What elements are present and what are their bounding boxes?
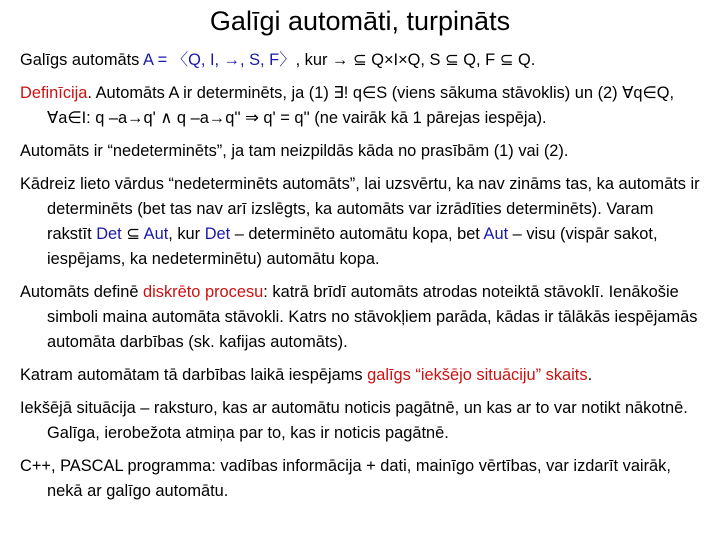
text: : katrā brīdī automāts atrodas noteiktā stāvoklī. Ienākošie simboli maina automāta stāvokli. Katrs no stāvokļiem parāda, kādas ir tālākās iespējamās automāta darbības (sk. kafijas automāts). — [47, 283, 698, 351]
discrete-process-term: diskrēto procesu — [143, 283, 264, 301]
text: Kādreiz lieto vārdus “nedeterminēts automāts”, lai uzsvērtu, ka nav zināms tas, ka automāts ir determinēts (bet tas nav arī izslēgts, ka automāts var izrādīties determinēts). Varam rakstīt — [20, 175, 700, 243]
paragraph-discrete-process — [20, 280, 702, 355]
aut-term: Aut — [483, 225, 509, 243]
text: Katram automātam tā darbības laikā iespējams — [20, 366, 368, 384]
automaton-tuple: A = 〈Q, I, →, S, F〉 — [143, 51, 296, 69]
paragraph-programs — [20, 454, 702, 504]
det-term: Det — [204, 225, 231, 243]
text: Automāts ir “nedeterminēts”, ja tam neizpildās kāda no prasībām (1) vai (2). — [20, 142, 569, 160]
text: C++, PASCAL programma: vadības informācija + dati, mainīgo vērtības, var izdarīt vairāk, nekā ar galīgo automātu. — [20, 457, 671, 500]
text: – determinēto automātu kopa, bet — [230, 225, 484, 243]
definition-term: Definīcija — [20, 84, 88, 102]
slide-title: Galīgi automāti, turpināts — [209, 6, 511, 36]
det-term: Det — [96, 225, 122, 243]
text: . Automāts A ir determinēts, ja (1) ∃! q∈S (viens sākuma stāvoklis) un (2) ∀q∈Q, ∀a∈I: q –a→q' ∧ q –a→q'' ⇒ q' = q'' (ne vairāk kā 1 pārejas iespēja). — [47, 84, 675, 127]
paragraph-nondeterministic — [20, 139, 702, 164]
slide-content — [20, 48, 702, 512]
paragraph-deterministic-definition — [20, 81, 702, 131]
paragraph-internal-situations — [20, 363, 702, 388]
text: . — [587, 366, 593, 384]
paragraph-det-aut — [20, 172, 702, 272]
text: Galīgs automāts — [20, 51, 143, 69]
text: , kur — [168, 225, 205, 243]
paragraph-internal-situation-definition — [20, 396, 702, 446]
text: Automāts definē — [20, 283, 144, 301]
aut-term: Aut — [143, 225, 169, 243]
text: , kur → ⊆ Q×I×Q, S ⊆ Q, F ⊆ Q. — [295, 51, 536, 69]
internal-situations-term: galīgs “iekšējo situāciju” skaits — [367, 366, 588, 384]
paragraph-automaton-definition — [20, 48, 702, 73]
text: – visu (vispār sakot, iespējams, ka nedeterminētu) automātu kopa. — [47, 225, 658, 268]
text: Iekšējā situācija – raksturo, kas ar automātu noticis pagātnē, un kas ar to var notikt nākotnē. Galīga, ierobežota atmiņa par to, kas ir noticis pagātnē. — [20, 399, 688, 442]
text: ⊆ — [121, 225, 144, 243]
